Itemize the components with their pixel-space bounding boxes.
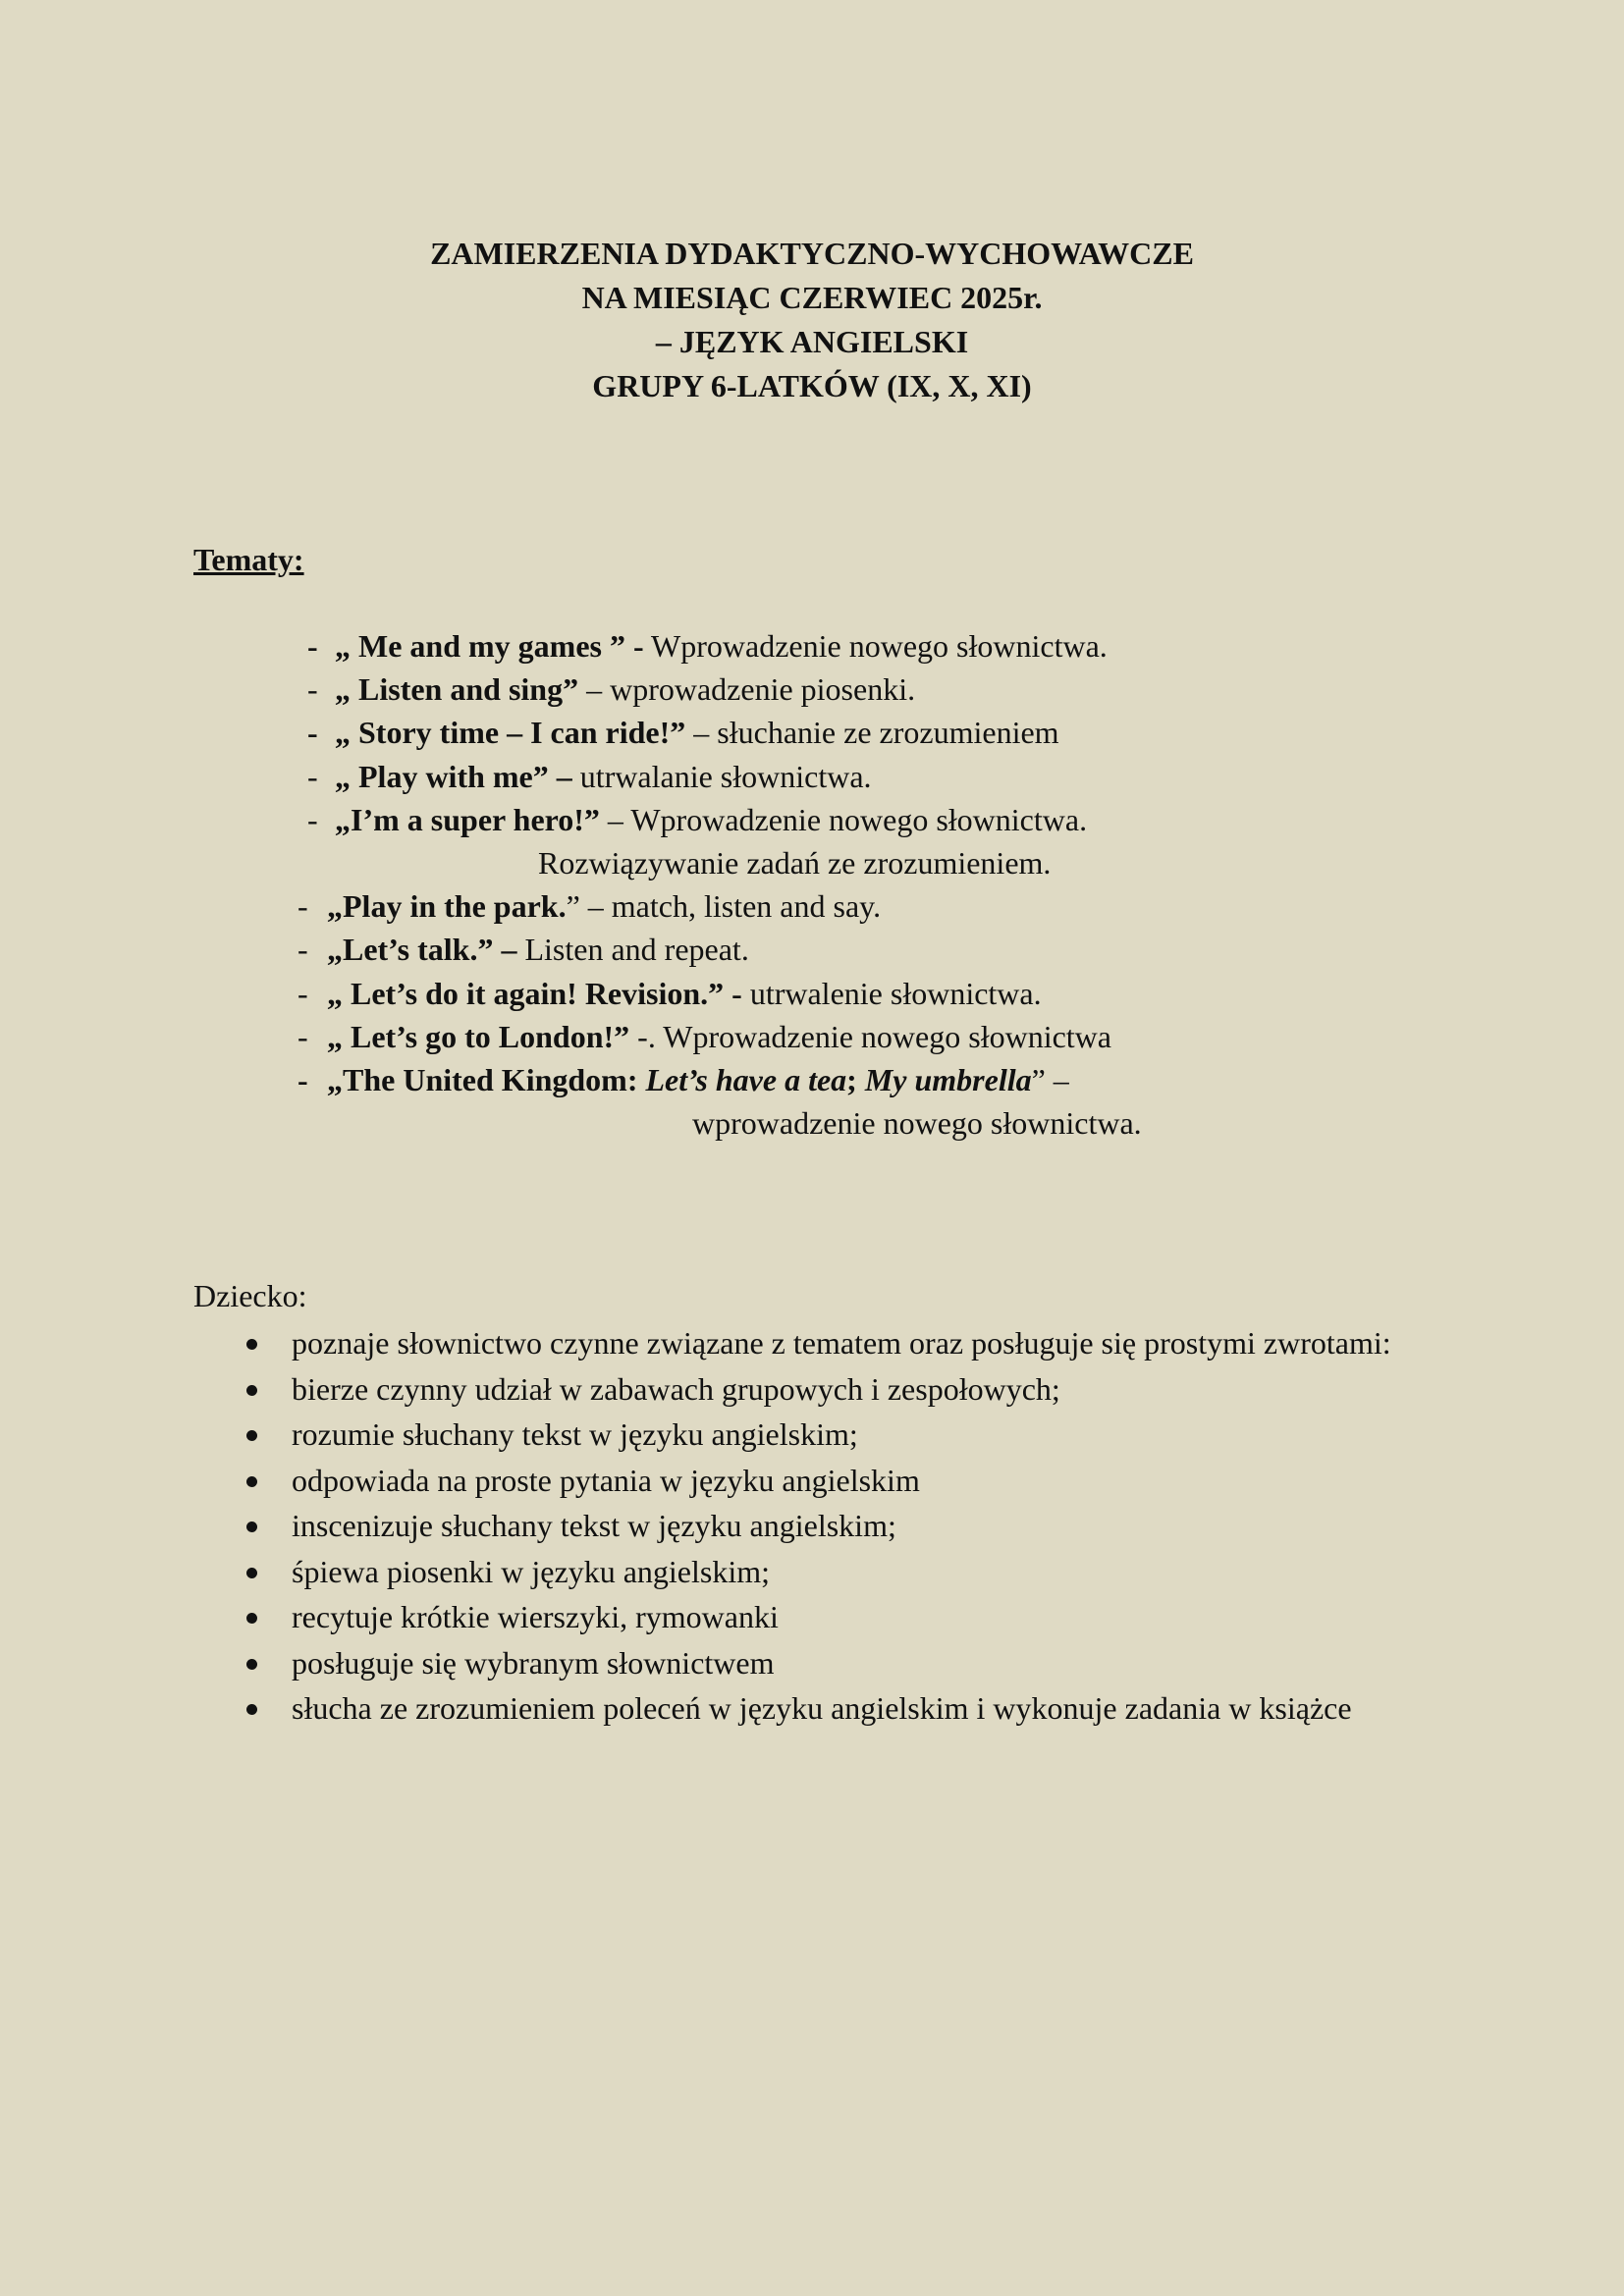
list-item: [0, 1640, 1624, 1686]
document-header: [0, 232, 1624, 408]
bullet-icon: [246, 1568, 257, 1578]
topic-text: [327, 884, 881, 928]
topic-title: „I’m a super hero!”: [335, 801, 600, 837]
topic-dash: -: [307, 801, 318, 837]
bullet-icon: [246, 1522, 257, 1532]
list-item: [0, 1366, 1624, 1413]
header-line-2: NA MIESIĄC CZERWIEC 2025r.: [581, 280, 1043, 315]
topic-title: „ Play with me” –: [335, 758, 572, 794]
topic-continuation: Rozwiązywanie zadań ze zrozumieniem.: [538, 844, 1052, 881]
topic-item: [0, 1058, 1624, 1101]
list-item: [0, 1549, 1624, 1595]
topic-description: utrwalanie słownictwa.: [571, 758, 872, 794]
topic-continuation-line: [0, 1101, 1624, 1145]
outcome-text: posługuje się wybranym słownictwem: [292, 1644, 775, 1681]
topic-title-separator: ;: [846, 1061, 865, 1097]
outcome-text: inscenizuje słuchany tekst w języku angielskim;: [292, 1508, 896, 1543]
topic-text: [335, 711, 1059, 754]
bullet-icon: [246, 1613, 257, 1624]
topic-dash: -: [298, 888, 308, 925]
topic-dash: -: [298, 1061, 308, 1097]
bullet-icon: [246, 1430, 257, 1441]
topic-title: „ Me and my games ” -: [335, 628, 644, 664]
topic-text: [335, 798, 1087, 841]
topic-description: Listen and repeat.: [516, 932, 749, 968]
topic-title-end: ” –: [1031, 1061, 1069, 1097]
topic-item: [0, 1015, 1624, 1058]
topic-title-italic: My umbrella: [864, 1061, 1032, 1097]
bullet-icon: [246, 1704, 257, 1715]
topic-item: [0, 798, 1624, 841]
topic-description: – słuchanie ze zrozumieniem: [685, 715, 1059, 751]
topic-text: [327, 1015, 1111, 1058]
topic-dash: -: [298, 1018, 308, 1054]
topic-dash: -: [298, 975, 308, 1011]
topic-dash: -: [307, 671, 318, 708]
topic-title: „The United Kingdom:: [327, 1061, 646, 1097]
topic-continuation-line: [0, 841, 1624, 884]
topic-text: [335, 667, 915, 711]
list-item: [0, 1458, 1624, 1504]
list-item: [0, 1320, 1624, 1366]
bullet-icon: [246, 1385, 257, 1396]
topic-item: [0, 711, 1624, 754]
topic-item: [0, 884, 1624, 928]
outcome-text: recytuje krótkie wierszyki, rymowanki: [292, 1599, 779, 1634]
topic-title: „ Let’s go to London!”: [327, 1018, 630, 1054]
child-label: Dziecko:: [193, 1278, 307, 1313]
topic-dash: -: [307, 758, 318, 794]
header-line-1: ZAMIERZENIA DYDAKTYCZNO-WYCHOWAWCZE: [430, 236, 1194, 271]
topic-title: „Play in the park.: [327, 888, 567, 925]
topic-text: [335, 755, 872, 798]
topic-continuation: wprowadzenie nowego słownictwa.: [692, 1105, 1142, 1142]
topic-item: [0, 972, 1624, 1015]
outcomes-list: [0, 1320, 1624, 1732]
topic-text: [335, 624, 1108, 667]
outcome-text: odpowiada na proste pytania w języku angielskim: [292, 1462, 920, 1498]
outcome-text: słucha ze zrozumieniem poleceń w języku angielskim i wykonuje zadania w książce: [292, 1690, 1352, 1726]
bullet-icon: [246, 1339, 257, 1350]
bullet-icon: [246, 1659, 257, 1670]
topic-dash: -: [307, 628, 318, 664]
header-line-4: GRUPY 6-LATKÓW (IX, X, XI): [592, 368, 1032, 403]
topic-title: „ Let’s do it again! Revision.” -: [327, 975, 742, 1011]
topic-text: [327, 928, 749, 971]
topic-description: utrwalenie słownictwa.: [741, 975, 1042, 1011]
topic-description: – Wprowadzenie nowego słownictwa.: [599, 801, 1088, 837]
header-line-3: – JĘZYK ANGIELSKI: [655, 324, 969, 359]
topics-heading: Tematy:: [193, 542, 304, 577]
topic-item: [0, 624, 1624, 667]
list-item: [0, 1412, 1624, 1458]
list-item: [0, 1594, 1624, 1640]
topic-description: ” – match, listen and say.: [566, 888, 882, 925]
topic-dash: -: [298, 932, 308, 968]
topic-dash: -: [307, 715, 318, 751]
outcome-text: bierze czynny udział w zabawach grupowych i zespołowych;: [292, 1370, 1060, 1407]
topic-title: „ Listen and sing”: [335, 671, 579, 708]
topic-title-italic: Let’s have a tea: [645, 1061, 847, 1097]
topic-item: [0, 928, 1624, 971]
outcome-text: śpiewa piosenki w języku angielskim;: [292, 1553, 771, 1589]
list-item: [0, 1685, 1624, 1732]
topic-description: -. Wprowadzenie nowego słownictwa: [629, 1018, 1111, 1054]
topic-text: [327, 972, 1042, 1015]
topic-text: [327, 1058, 1069, 1101]
topic-item: [0, 667, 1624, 711]
topic-title: „Let’s talk.” –: [327, 932, 517, 968]
topic-title: „ Story time – I can ride!”: [335, 715, 686, 751]
topic-description: Wprowadzenie nowego słownictwa.: [643, 628, 1108, 664]
bullet-icon: [246, 1476, 257, 1487]
topics-list: [0, 624, 1624, 1145]
topic-item: [0, 755, 1624, 798]
list-item: [0, 1503, 1624, 1549]
topic-description: – wprowadzenie piosenki.: [578, 671, 916, 708]
outcome-text: poznaje słownictwo czynne związane z tematem oraz posługuje się prostymi zwrotami:: [292, 1325, 1391, 1361]
outcome-text: rozumie słuchany tekst w języku angielskim;: [292, 1416, 858, 1452]
